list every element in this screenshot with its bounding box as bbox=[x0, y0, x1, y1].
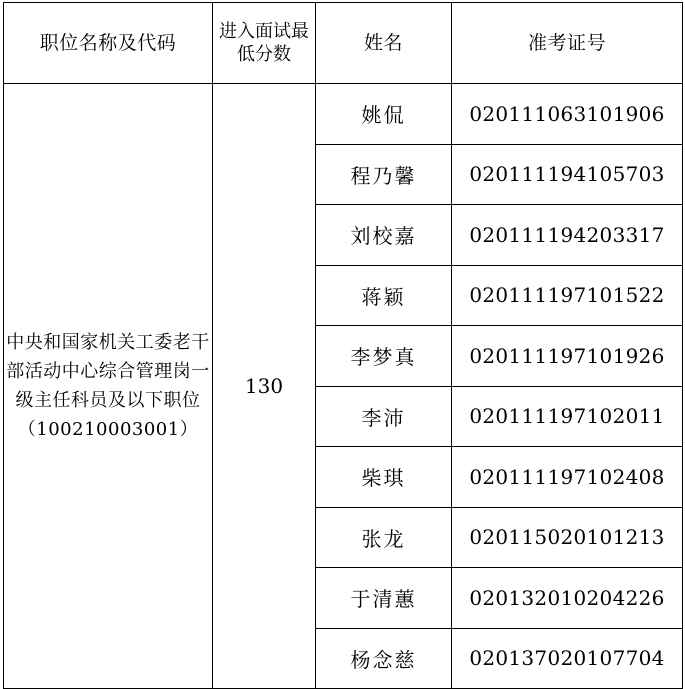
table-body bbox=[4, 84, 683, 689]
candidate-ticket: 020111063101906 bbox=[452, 84, 683, 145]
candidate-name: 刘校嘉 bbox=[316, 205, 452, 266]
candidate-name: 柴琪 bbox=[316, 447, 452, 508]
candidate-name: 李沛 bbox=[316, 386, 452, 447]
candidate-name: 姚侃 bbox=[316, 84, 452, 145]
table-header-row bbox=[4, 3, 683, 84]
candidate-ticket: 020132010204226 bbox=[452, 568, 683, 629]
post-name-code-text: 中央和国家机关工委老干部活动中心综合管理岗一级主任科员及以下职位（100210003001） bbox=[6, 331, 210, 441]
document-page bbox=[0, 2, 685, 683]
column-header-min-score: 进入面试最低分数 bbox=[213, 3, 316, 84]
column-header-name: 姓名 bbox=[316, 3, 452, 84]
candidate-ticket: 020111194203317 bbox=[452, 205, 683, 266]
interview-score-table bbox=[3, 2, 683, 689]
column-header-ticket: 准考证号 bbox=[452, 3, 683, 84]
post-name-code-cell bbox=[4, 84, 213, 689]
candidate-name: 张龙 bbox=[316, 507, 452, 568]
candidate-ticket: 020137020107704 bbox=[452, 628, 683, 689]
candidate-name: 程乃馨 bbox=[316, 144, 452, 205]
column-header-post: 职位名称及代码 bbox=[4, 3, 213, 84]
candidate-name: 李梦真 bbox=[316, 326, 452, 387]
candidate-ticket: 020111197101522 bbox=[452, 265, 683, 326]
min-score-cell: 130 bbox=[213, 84, 316, 689]
candidate-ticket: 020111197102408 bbox=[452, 447, 683, 508]
candidate-ticket: 020111197102011 bbox=[452, 386, 683, 447]
candidate-ticket: 020111197101926 bbox=[452, 326, 683, 387]
candidate-ticket: 020115020101213 bbox=[452, 507, 683, 568]
candidate-ticket: 020111194105703 bbox=[452, 144, 683, 205]
table-row bbox=[4, 84, 683, 145]
candidate-name: 于清蕙 bbox=[316, 568, 452, 629]
table-header bbox=[4, 3, 683, 84]
candidate-name: 蒋颖 bbox=[316, 265, 452, 326]
candidate-name: 杨念慈 bbox=[316, 628, 452, 689]
